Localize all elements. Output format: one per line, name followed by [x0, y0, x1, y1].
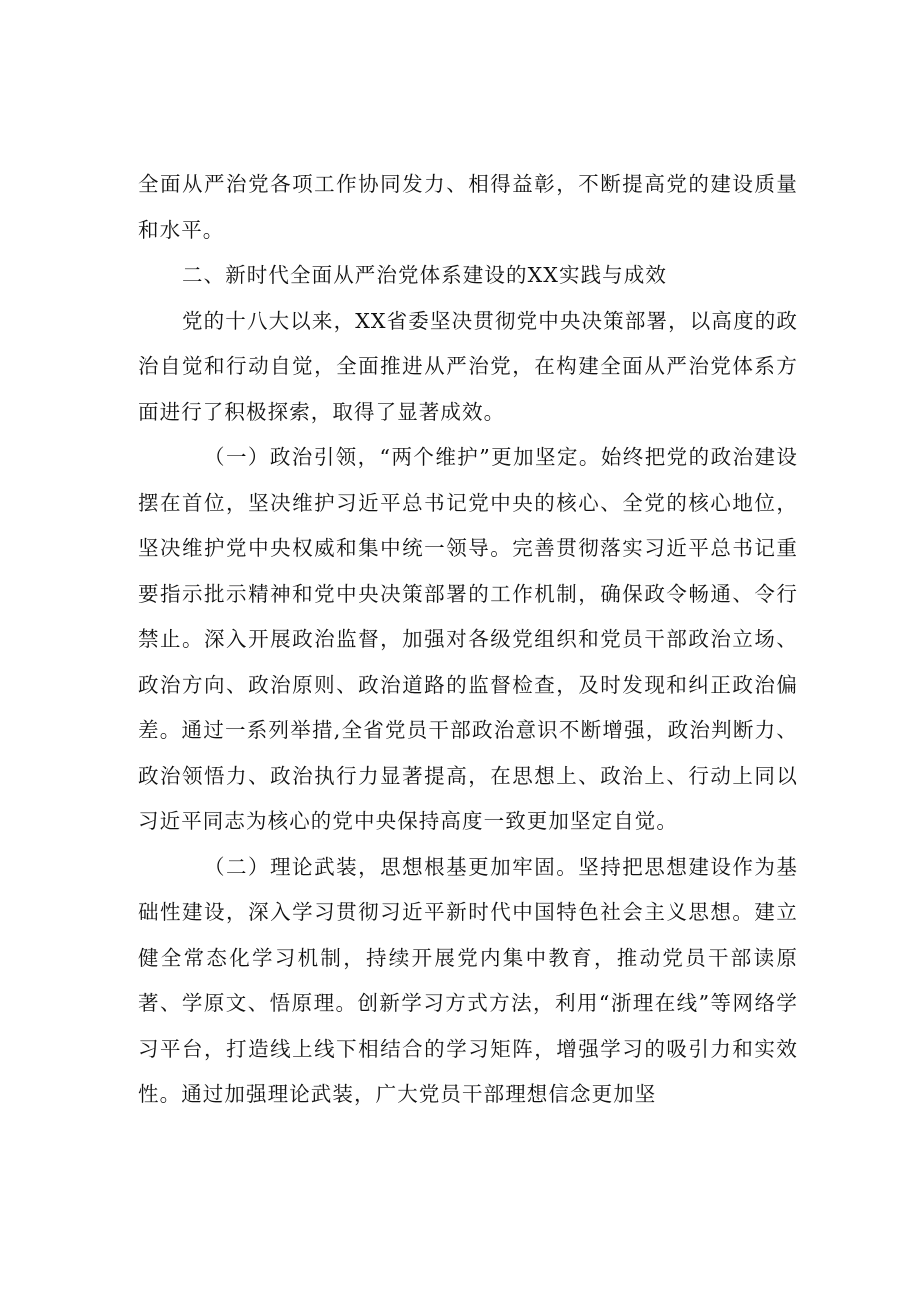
paragraph-intro: 党的十八大以来，XX省委坚决贯彻党中央决策部署，以高度的政治自觉和行动自觉，全面推进从严治党，在构建全面从严治党体系方面进行了积极探索，取得了显著成效。	[138, 308, 798, 424]
paragraph-theory-armament: （二）理论武装，思想根基更加牢固。坚持把思想建设作为基础性建设，深入学习贯彻习近平新时代中国特色社会主义思想。建立健全常态化学习机制，持续开展党内集中教育，推动党员干部读原著、学原文、悟原理。创新学习方式方法，利用“浙理在线”等网络学习平台，打造线上线下相结合的学习矩阵，增强学习的吸引力和实效性。通过加强理论武装，广大党员干部理想信念更加坚	[138, 854, 798, 1106]
section-heading: 二、新时代全面从严治党体系建设的XX实践与成效	[182, 263, 667, 287]
document-body	[138, 162, 798, 1118]
paragraph-political-leadership: （一）政治引领，“两个维护”更加坚定。始终把党的政治建设摆在首位，坚决维护习近平总书记党中央的核心、全党的核心地位，坚决维护党中央权威和集中统一领导。完善贯彻落实习近平总书记重要指示批示精神和党中央决策部署的工作机制，确保政令畅通、令行禁止。深入开展政治监督，加强对各级党组织和党员干部政治立场、政治方向、政治原则、政治道路的监督检查，及时发现和纠正政治偏差。通过一系列举措,全省党员干部政治意识不断增强，政治判断力、政治领悟力、政治执行力显著提高，在思想上、政治上、行动上同以习近平同志为核心的党中央保持高度一致更加坚定自觉。	[138, 445, 798, 833]
paragraph-continuation: 全面从严治党各项工作协同发力、相得益彰，不断提高党的建设质量和水平。	[138, 172, 798, 242]
